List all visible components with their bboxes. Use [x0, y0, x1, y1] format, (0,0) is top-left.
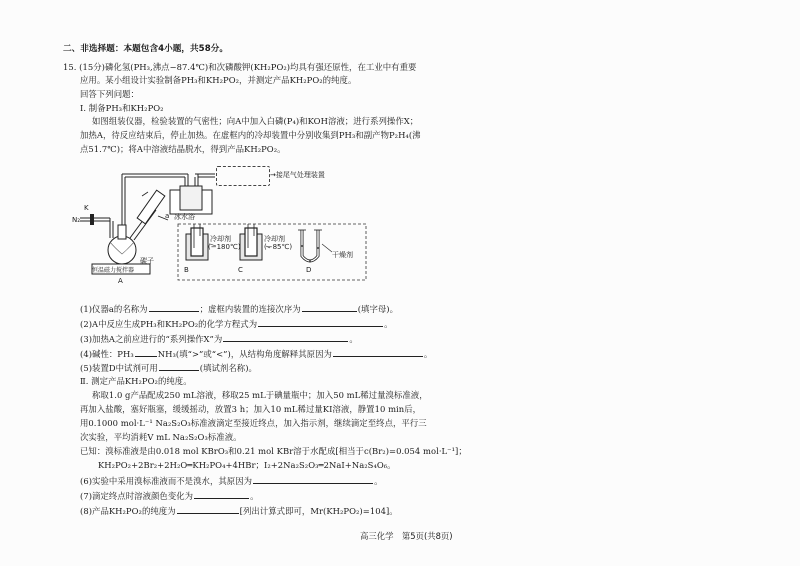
- sub1-text-b: ；虚框内装置的连接次序为: [199, 304, 301, 314]
- answer-blank[interactable]: [149, 303, 199, 312]
- sub4-text-b: NH₃(填“>”或“<”)，从结构角度解释其原因为: [157, 349, 332, 359]
- sub-question-7: (7)滴定终点时溶液颜色变化为 。: [80, 491, 259, 501]
- sub-question-1: [80, 303, 398, 315]
- answer-blank[interactable]: [223, 333, 348, 342]
- part2-paragraph-line4: 次实验，平均消耗V mL Na₂S₂O₃标准液。: [80, 432, 242, 442]
- answer-blank[interactable]: [135, 348, 157, 357]
- part2-paragraph-line1: 称取1.0 g产品配成250 mL溶液，移取25 mL于碘量瓶中；加入50 mL稀过量溴标准液，: [92, 390, 428, 400]
- sub-question-3: (3)加热A之前应进行的“系列操作X”为 。: [80, 334, 358, 344]
- q15-intro-line1: 15. (15分)磷化氢(PH₃,沸点−87.4℃)和次磷酸钾(KH₂PO₂)均具有强还原性，在工业中有重要: [63, 62, 417, 72]
- sand-label: 碳子: [140, 257, 154, 265]
- sub8-text-a: (8)产品KH₂PO₂的纯度为: [80, 506, 176, 516]
- sub-question-6: (6)实验中采用溴标准液而不是溴水，其原因为 。: [80, 476, 383, 486]
- sub-question-5: [80, 362, 257, 374]
- sub5-text: (5)装置D中试剂可用: [80, 363, 158, 373]
- part2-paragraph-line2: 再加入盐酸，塞好瓶塞，缓缓摇动，放置3 h；加入10 mL稀过量KI溶液，静置10 min后，: [80, 404, 422, 414]
- answer-blank[interactable]: [194, 490, 249, 499]
- part1-title: Ⅰ. 制备PH₃和KH₂PO₂: [80, 103, 164, 113]
- answer-blank[interactable]: [159, 362, 199, 371]
- known-line1: 已知：溴标准液是由0.018 mol KBrO₃和0.21 mol KBr溶于水配成[相当于c(Br₂)=0.054 mol·L⁻¹]；: [80, 446, 467, 456]
- b-coolant-label: 冷却剂: [210, 235, 231, 243]
- sub-question-2: (2)A中反应生成PH₃和KH₂PO₂的化学方程式为 。: [80, 319, 393, 329]
- answer-prompt: 回答下列问题：: [80, 89, 139, 99]
- known-line2: KH₂PO₂+2Br₂+2H₂O═KH₂PO₄+4HBr；I₂+2Na₂S₂O₃═2NaI+Na₂S₄O₆。: [98, 460, 396, 470]
- dashed-cooling-box: [216, 166, 270, 186]
- ice-bath-label: 冰水浴: [174, 213, 195, 221]
- exhaust-label: →接尾气处理装置: [270, 171, 325, 179]
- q15-intro-line2: 应用。某小组设计实验制备PH₃和KH₂PO₂，并测定产品KH₂PO₂的纯度。: [80, 75, 357, 85]
- apparatus-diagram: [70, 160, 370, 290]
- device-d-label: D: [306, 266, 312, 274]
- answer-blank[interactable]: [253, 475, 373, 484]
- drying-agent-label: 干燥剂: [332, 251, 353, 259]
- instrument-a-label: a: [165, 212, 170, 220]
- answer-blank[interactable]: [333, 348, 423, 357]
- sub1-text-a: (1)仪器a的名称为: [80, 304, 148, 314]
- sub2-text: (2)A中反应生成PH₃和KH₂PO₂的化学方程式为: [80, 319, 258, 329]
- part1-paragraph-line1: 如图组装仪器，检验装置的气密性；向A中加入白磷(P₄)和KOH溶液；进行系列操作X；: [92, 116, 419, 126]
- stirrer-label: 恒温磁力搅拌器: [92, 267, 135, 274]
- sub3-text: (3)加热A之前应进行的“系列操作X”为: [80, 334, 223, 344]
- device-c-label: C: [238, 266, 243, 274]
- n2-label: N₂: [72, 216, 81, 224]
- sub8-text-b: [列出计算式即可，Mr(KH₂PO₂)=104]。: [239, 506, 398, 516]
- part1-paragraph-line3: 点51.7℃)；将A中溶液结晶脱水，得到产品KH₂PO₂。: [80, 144, 286, 154]
- c-temp-label: (−85℃): [264, 243, 293, 251]
- part2-paragraph-line3: 用0.1000 mol·L⁻¹ Na₂S₂O₃标准液滴定至接近终点，加入指示剂，继续滴定至终点，平行三: [80, 418, 427, 428]
- sub6-text: (6)实验中采用溴标准液而不是溴水，其原因为: [80, 476, 253, 486]
- valve-k-label: K: [84, 204, 89, 212]
- sub5-text-end: (填试剂名称)。: [199, 363, 257, 373]
- sub-question-4: (4)碱性：PH₃ NH₃(填“>”或“<”)，从结构角度解释其原因为 。: [80, 349, 433, 359]
- device-b-label: B: [184, 266, 189, 274]
- sub-question-8: [80, 505, 398, 517]
- c-coolant-label: 冷却剂: [264, 235, 285, 243]
- part2-title: Ⅱ. 测定产品KH₂PO₂的纯度。: [80, 376, 192, 386]
- flask-a-label: A: [118, 277, 123, 285]
- section-header: 二、非选择题：本题包含4小题，共58分。: [63, 44, 229, 54]
- answer-blank[interactable]: [302, 303, 357, 312]
- answer-blank[interactable]: [177, 505, 239, 514]
- b-temp-label: (−180℃): [208, 243, 241, 251]
- sub1-text-c: (填字母)。: [357, 304, 399, 314]
- sub7-text: (7)滴定终点时溶液颜色变化为: [80, 491, 194, 501]
- part1-paragraph-line2: 加热A，待反应结束后，停止加热。在虚框内的冷却装置中分别收集到PH₃和副产物P₂H₄(沸: [80, 130, 421, 140]
- answer-blank[interactable]: [258, 318, 383, 327]
- sub4-text-a: (4)碱性：PH₃: [80, 349, 134, 359]
- page-footer: 高三化学 第5页(共8页): [360, 531, 453, 541]
